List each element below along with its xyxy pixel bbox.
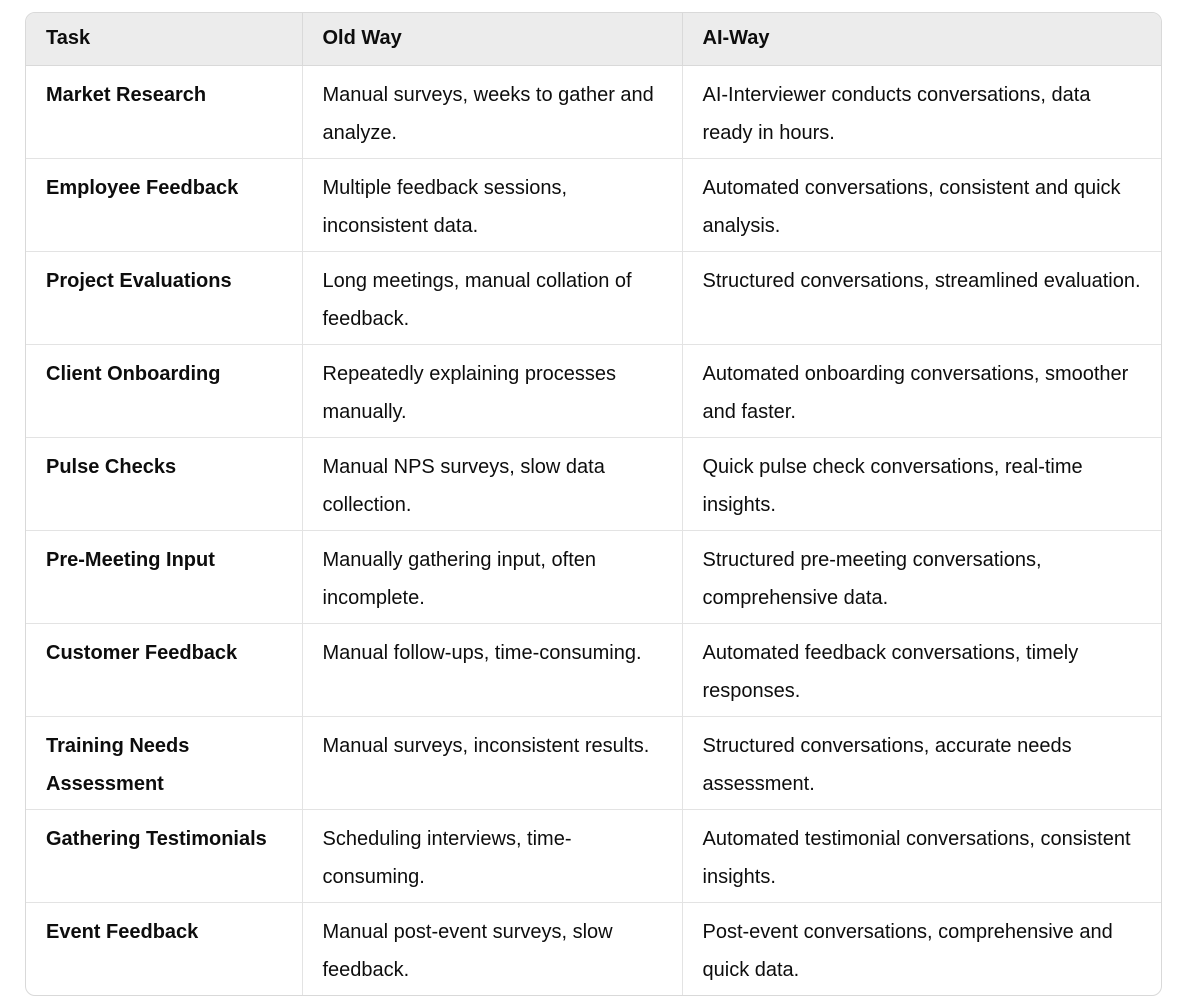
- task-cell: Employee Feedback: [26, 158, 302, 251]
- table-row: [26, 809, 1161, 902]
- ai-way-cell: Automated onboarding conversations, smoother and faster.: [682, 344, 1161, 437]
- task-cell: Market Research: [26, 65, 302, 158]
- task-cell: Customer Feedback: [26, 623, 302, 716]
- task-cell: Pulse Checks: [26, 437, 302, 530]
- old-way-cell: Scheduling interviews, time-consuming.: [302, 809, 682, 902]
- header-old-way: Old Way: [302, 13, 682, 65]
- task-cell: Training Needs Assessment: [26, 716, 302, 809]
- old-way-cell: Manual surveys, inconsistent results.: [302, 716, 682, 809]
- table-row: [26, 344, 1161, 437]
- old-way-cell: Manual NPS surveys, slow data collection.: [302, 437, 682, 530]
- old-way-cell: Multiple feedback sessions, inconsistent data.: [302, 158, 682, 251]
- ai-way-cell: Quick pulse check conversations, real-time insights.: [682, 437, 1161, 530]
- task-cell: Client Onboarding: [26, 344, 302, 437]
- old-way-cell: Manual follow-ups, time-consuming.: [302, 623, 682, 716]
- ai-way-cell: AI-Interviewer conducts conversations, data ready in hours.: [682, 65, 1161, 158]
- header-ai-way: AI-Way: [682, 13, 1161, 65]
- table-row: [26, 716, 1161, 809]
- table-row: [26, 65, 1161, 158]
- table-header-row: [26, 13, 1161, 65]
- old-way-cell: Manually gathering input, often incomplete.: [302, 530, 682, 623]
- ai-way-cell: Structured conversations, streamlined evaluation.: [682, 251, 1161, 344]
- task-cell: Gathering Testimonials: [26, 809, 302, 902]
- table-row: [26, 251, 1161, 344]
- old-way-cell: Manual post-event surveys, slow feedback.: [302, 902, 682, 995]
- ai-way-cell: Automated feedback conversations, timely responses.: [682, 623, 1161, 716]
- comparison-table-container: [25, 12, 1162, 996]
- table-row: [26, 158, 1161, 251]
- task-cell: Event Feedback: [26, 902, 302, 995]
- ai-way-cell: Post-event conversations, comprehensive and quick data.: [702, 920, 1113, 981]
- ai-way-cell: Automated conversations, consistent and quick analysis.: [682, 158, 1161, 251]
- header-task: Task: [26, 13, 302, 65]
- ai-way-cell: Structured pre-meeting conversations, comprehensive data.: [682, 530, 1161, 623]
- table-row: [26, 902, 1161, 995]
- ai-way-cell: Structured conversations, accurate needs assessment.: [682, 716, 1161, 809]
- old-way-cell: Repeatedly explaining processes manually.: [302, 344, 682, 437]
- old-way-cell: Manual surveys, weeks to gather and analyze.: [302, 65, 682, 158]
- comparison-table: [26, 13, 1161, 995]
- table-row: [26, 623, 1161, 716]
- old-way-cell: Long meetings, manual collation of feedback.: [302, 251, 682, 344]
- task-cell: Pre-Meeting Input: [26, 530, 302, 623]
- ai-way-cell: Automated testimonial conversations, consistent insights.: [682, 809, 1161, 902]
- table-row: [26, 437, 1161, 530]
- table-row: [26, 530, 1161, 623]
- task-cell: Project Evaluations: [26, 251, 302, 344]
